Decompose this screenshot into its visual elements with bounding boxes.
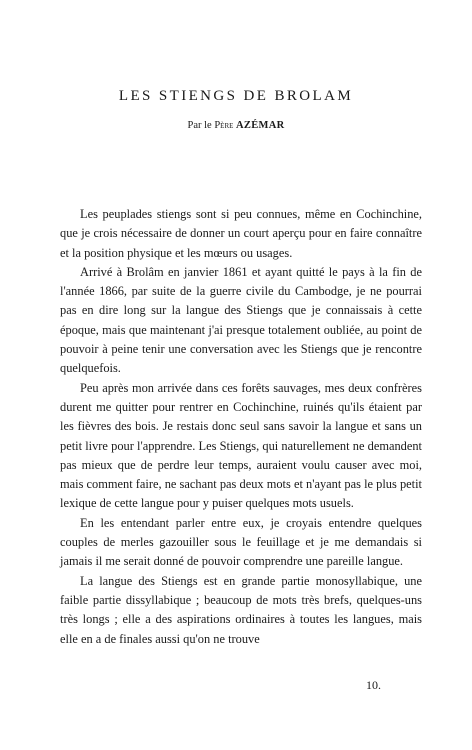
article-title: LES STIENGS DE BROLAM: [118, 88, 354, 104]
byline-author: AZÉMAR: [236, 120, 285, 131]
article-byline: [0, 120, 472, 131]
article-body: [60, 205, 422, 649]
byline-prefix: Par le: [187, 120, 212, 131]
paragraph: Les peuplades stiengs sont si peu connues, même en Cochinchine, que je crois nécessaire de donner un court aperçu pour en faire connaître et la position physique et les mœurs ou usages.: [60, 207, 422, 260]
paragraph: La langue des Stiengs est en grande partie monosyllabique, une faible partie dissyllabique ; beaucoup de mots très brefs, quelques-uns très longs ; elle a des aspirations ordinaires à toutes les langues, mais elle en a de finales aussi qu'on ne trouve: [60, 573, 422, 646]
paragraph: En les entendant parler entre eux, je croyais entendre quelques couples de merles gazouiller sous le feuillage et je me demandais si jamais il me serait donné de pouvoir comprendre une pareille langue.: [60, 515, 422, 569]
byline-rank: Père: [214, 120, 234, 131]
paragraph: Peu après mon arrivée dans ces forêts sauvages, mes deux confrères durent me quitter pour rentrer en Cochinchine, ruinés qu'ils étaient par les fièvres des bois. Je restais donc seul sans savoir la langue et sans un petit livre pour l'apprendre. Les Stiengs, qui naturellement ne demandent pas mieux que de perdre leur temps, auraient voulu causer avec moi, mais comment faire, ne sachant pas deux mots et n'ayant pas le plus petit lexique de cette langue pour y puiser quelques mots usuels.: [60, 380, 422, 511]
page-number: 10.: [366, 678, 381, 692]
paragraph: Arrivé à Brolâm en janvier 1861 et ayant quitté le pays à la fin de l'année 1866, par suite de la guerre civile du Cambodge, je ne pourrai pas en dire long sur la langue des Stiengs que je connaissais à cette époque, mais que maintenant j'ai presque totalement oubliée, au point de pouvoir à peine tenir une conversation avec les Stiengs que je rencontre quelquefois.: [60, 264, 422, 376]
